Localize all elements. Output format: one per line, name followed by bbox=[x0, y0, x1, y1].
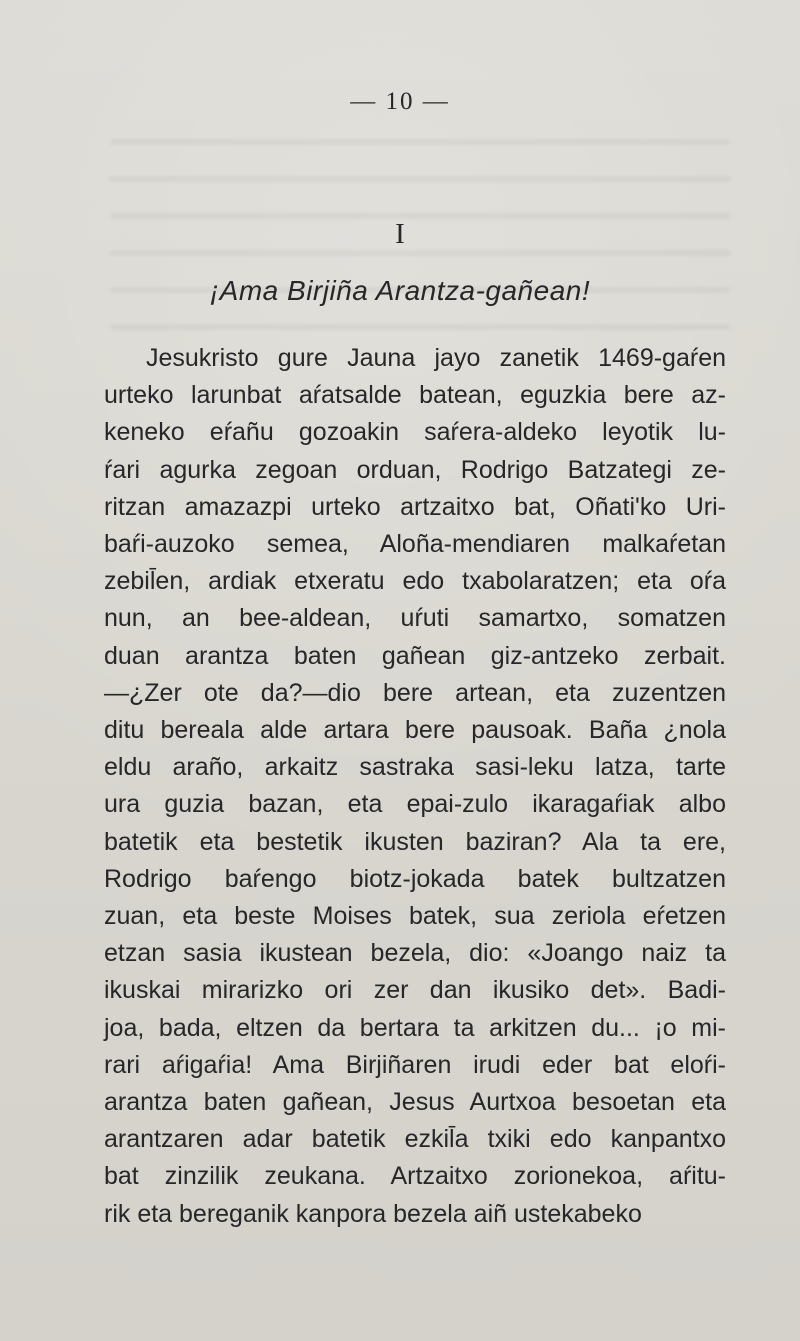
text-line: etzan sasia ikustean bezela, dio: «Joango naiz ta bbox=[104, 939, 726, 968]
text-line: zebil̄en, ardiak etxeratu edo txabolaratzen; eta oŕa bbox=[104, 567, 726, 596]
text-line: ritzan amazazpi urteko artzaitxo bat, Oñati'ko Uri- bbox=[104, 492, 726, 521]
text-line: nun, an bee-aldean, uŕuti samartxo, somatzen bbox=[104, 604, 726, 633]
text-line: Rodrigo baŕengo biotz-jokada batek bultzatzen bbox=[104, 864, 726, 893]
text-line: baŕi-auzoko semea, Aloña-mendiaren malkaŕetan bbox=[104, 530, 726, 559]
body-text bbox=[104, 340, 726, 1233]
page-number: — 10 — bbox=[350, 88, 450, 115]
section-title: ¡Ama Birjiña Arantza-gañean! bbox=[209, 275, 591, 306]
text-line: rari aŕigaŕia! Ama Birjiñaren irudi eder bat eloŕi- bbox=[104, 1050, 726, 1079]
text-line: ditu bereala alde artara bere pausoak. Baña ¿nola bbox=[104, 716, 726, 745]
text-line: bat zinzilik zeukana. Artzaitxo zorionekoa, aŕitu- bbox=[104, 1162, 726, 1191]
text-line: —¿Zer ote da?—dio bere artean, eta zuzentzen bbox=[104, 678, 726, 707]
text-line: duan arantza baten gañean giz-antzeko zerbait. bbox=[104, 641, 726, 670]
text-line: joa, bada, eltzen da bertara ta arkitzen du... ¡o mi- bbox=[104, 1013, 726, 1042]
text-line: rik eta bereganik kanpora bezela aiñ ustekabeko bbox=[104, 1199, 642, 1228]
text-line: keneko eŕañu gozoakin saŕera-aldeko leyotik lu- bbox=[104, 418, 726, 447]
text-line: zuan, eta beste Moises batek, sua zeriola eŕetzen bbox=[104, 902, 726, 931]
text-line: eldu araño, arkaitz sastraka sasi-leku latza, tarte bbox=[104, 753, 726, 782]
text-line: arantzaren adar batetik ezkil̄a txiki edo kanpantxo bbox=[104, 1125, 726, 1154]
text-line: batetik eta bestetik ikusten baziran? Ala ta ere, bbox=[104, 827, 726, 856]
text-line: arantza baten gañean, Jesus Aurtxoa besoetan eta bbox=[104, 1088, 726, 1117]
text-line: Jesukristo gure Jauna jayo zanetik 1469-gaŕen bbox=[146, 344, 726, 372]
text-line: ŕari agurka zegoan orduan, Rodrigo Batzategi ze- bbox=[104, 455, 726, 484]
text-line: ikuskai mirarizko ori zer dan ikusiko det». Badi- bbox=[104, 976, 726, 1005]
text-line: urteko larunbat aŕatsalde batean, eguzkia bere az- bbox=[104, 381, 726, 410]
section-numeral: I bbox=[395, 218, 405, 250]
text-line: ura guzia bazan, eta epai-zulo ikaragaŕiak albo bbox=[104, 790, 726, 819]
